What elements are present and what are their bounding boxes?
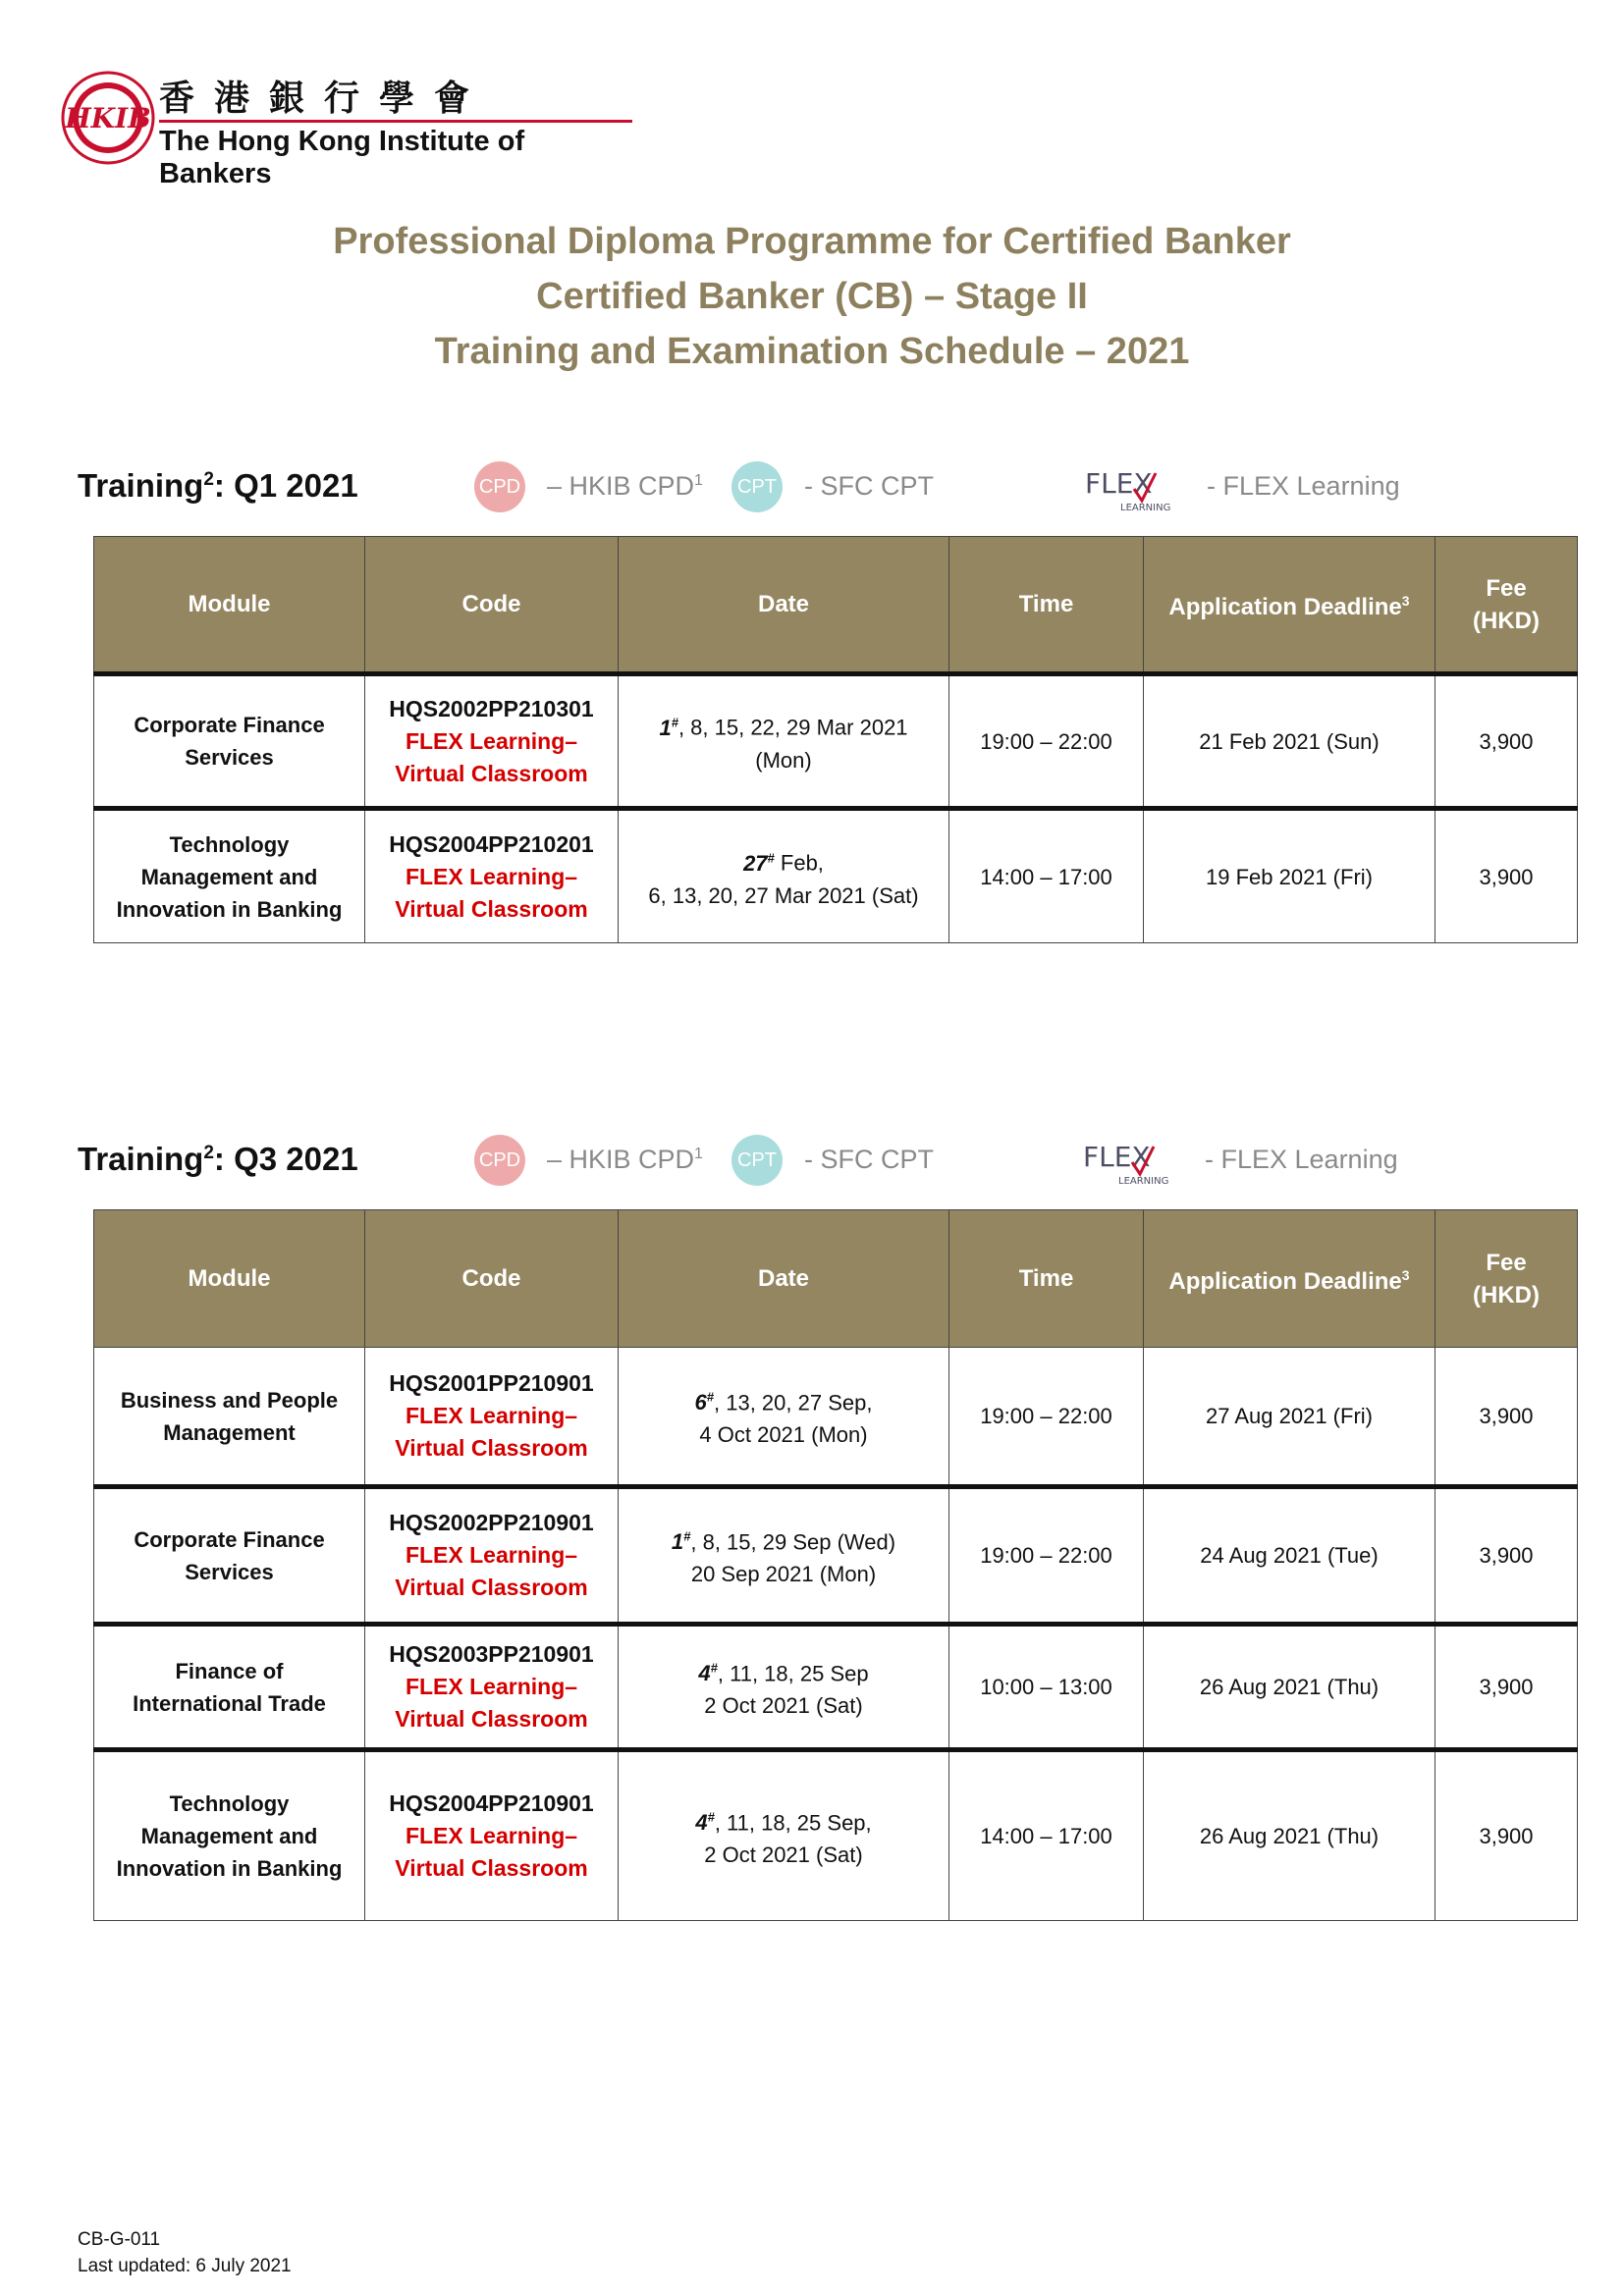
header-date: Date — [619, 1210, 949, 1348]
module-cell: Technology Management and Innovation in Banking — [94, 809, 365, 943]
header-time: Time — [949, 537, 1144, 674]
table-header-row — [94, 1210, 1578, 1348]
title-line-1: Professional Diploma Programme for Certified Banker — [333, 221, 1291, 262]
header-code: Code — [365, 1210, 619, 1348]
section-q3-header — [78, 1131, 1570, 1190]
cpt-badge-icon: CPT — [731, 1135, 783, 1186]
fee-cell: 3,900 — [1435, 1750, 1578, 1921]
document-titles — [0, 214, 1624, 379]
header-fee: Fee (HKD) — [1435, 537, 1578, 674]
header-module: Module — [94, 1210, 365, 1348]
title-line-3: Training and Examination Schedule – 2021 — [434, 331, 1190, 372]
time-cell: 19:00 – 22:00 — [949, 1487, 1144, 1625]
svg-text:LEARNING: LEARNING — [1120, 503, 1171, 513]
header-fee: Fee (HKD) — [1435, 1210, 1578, 1348]
code-cell: HQS2004PP210901 FLEX Learning– Virtual Classroom — [365, 1750, 619, 1921]
header-date: Date — [619, 537, 949, 674]
date-cell: 27# Feb, 6, 13, 20, 27 Mar 2021 (Sat) — [619, 809, 949, 943]
header-deadline: Application Deadline$^3$ — [1144, 1210, 1435, 1348]
code-cell: HQS2003PP210901 FLEX Learning– Virtual Classroom — [365, 1625, 619, 1750]
header-module: Module — [94, 537, 365, 674]
module-cell: Corporate Finance Services — [94, 674, 365, 809]
date-cell: 1#, 8, 15, 22, 29 Mar 2021 (Mon) — [619, 674, 949, 809]
title-line-2: Certified Banker (CB) – Stage II — [536, 276, 1088, 317]
cpd-badge-icon: CPD — [474, 461, 525, 512]
module-cell: Business and People Management — [94, 1348, 365, 1487]
legend-cpd: – HKIB CPD$^1$ — [547, 1145, 703, 1174]
footer — [78, 2226, 292, 2279]
module-cell: Technology Management and Innovation in Banking — [94, 1750, 365, 1921]
cpt-badge-icon: CPT — [731, 461, 783, 512]
svg-text:FLEX: FLEX — [1085, 467, 1153, 500]
module-cell: Corporate Finance Services — [94, 1487, 365, 1625]
doc-code: CB-G-011 — [78, 2229, 161, 2250]
table-row — [94, 1487, 1578, 1625]
schedule-table-q1 — [93, 536, 1578, 943]
section-q1-header — [78, 457, 1570, 516]
time-cell: 10:00 – 13:00 — [949, 1625, 1144, 1750]
fee-cell: 3,900 — [1435, 809, 1578, 943]
deadline-cell: 26 Aug 2021 (Thu) — [1144, 1625, 1435, 1750]
date-cell: 4#, 11, 18, 25 Sep, 2 Oct 2021 (Sat) — [619, 1750, 949, 1921]
section-title: Training$^2$: Q3 2021 — [78, 1141, 358, 1177]
code-cell: HQS2002PP210901 FLEX Learning– Virtual Classroom — [365, 1487, 619, 1625]
fee-cell: 3,900 — [1435, 674, 1578, 809]
time-cell: 19:00 – 22:00 — [949, 1348, 1144, 1487]
table-row — [94, 1750, 1578, 1921]
schedule-table-q3 — [93, 1209, 1578, 1921]
header-code: Code — [365, 537, 619, 674]
header-time: Time — [949, 1210, 1144, 1348]
table-header-row — [94, 537, 1578, 674]
legend-cpt: - SFC CPT — [804, 471, 934, 501]
deadline-cell: 26 Aug 2021 (Thu) — [1144, 1750, 1435, 1921]
deadline-cell: 19 Feb 2021 (Fri) — [1144, 809, 1435, 943]
module-cell: Finance of International Trade — [94, 1625, 365, 1750]
table-row — [94, 1625, 1578, 1750]
time-cell: 14:00 – 17:00 — [949, 809, 1144, 943]
legend-cpd: – HKIB CPD$^1$ — [547, 471, 703, 501]
cpd-badge-icon: CPD — [474, 1135, 525, 1186]
date-cell: 6#, 13, 20, 27 Sep, 4 Oct 2021 (Mon) — [619, 1348, 949, 1487]
hkib-logo — [61, 71, 591, 189]
last-updated: Last updated: 6 July 2021 — [78, 2256, 292, 2276]
svg-text:FLEX: FLEX — [1083, 1141, 1151, 1173]
section-title: Training$^2$: Q1 2021 — [78, 467, 358, 504]
seal-lettering: HKIB — [65, 102, 151, 134]
svg-text:LEARNING: LEARNING — [1118, 1176, 1169, 1187]
fee-cell: 3,900 — [1435, 1348, 1578, 1487]
table-row — [94, 1348, 1578, 1487]
deadline-cell: 21 Feb 2021 (Sun) — [1144, 674, 1435, 809]
deadline-cell: 27 Aug 2021 (Fri) — [1144, 1348, 1435, 1487]
time-cell: 19:00 – 22:00 — [949, 674, 1144, 809]
date-cell: 1#, 8, 15, 29 Sep (Wed) 20 Sep 2021 (Mon) — [619, 1487, 949, 1625]
flex-learning-logo-icon — [1083, 461, 1181, 514]
date-cell: 4#, 11, 18, 25 Sep 2 Oct 2021 (Sat) — [619, 1625, 949, 1750]
hkib-seal-icon — [61, 71, 155, 165]
header-deadline: Application Deadline$^3$ — [1144, 537, 1435, 674]
flex-learning-logo-icon — [1081, 1135, 1179, 1188]
logo-rule — [159, 120, 632, 123]
fee-cell: 3,900 — [1435, 1487, 1578, 1625]
legend-cpt: - SFC CPT — [804, 1145, 934, 1174]
fee-cell: 3,900 — [1435, 1625, 1578, 1750]
legend-flex: - FLEX Learning — [1207, 471, 1400, 501]
code-cell: HQS2001PP210901 FLEX Learning– Virtual Classroom — [365, 1348, 619, 1487]
code-cell: HQS2002PP210301 FLEX Learning– Virtual Classroom — [365, 674, 619, 809]
logo-chinese-name: 香港銀行學會 — [159, 78, 490, 119]
table-row — [94, 674, 1578, 809]
logo-english-name: The Hong Kong Institute of Bankers — [159, 126, 525, 189]
table-row — [94, 809, 1578, 943]
code-cell: HQS2004PP210201 FLEX Learning– Virtual Classroom — [365, 809, 619, 943]
deadline-cell: 24 Aug 2021 (Tue) — [1144, 1487, 1435, 1625]
time-cell: 14:00 – 17:00 — [949, 1750, 1144, 1921]
legend-flex: - FLEX Learning — [1205, 1145, 1398, 1174]
